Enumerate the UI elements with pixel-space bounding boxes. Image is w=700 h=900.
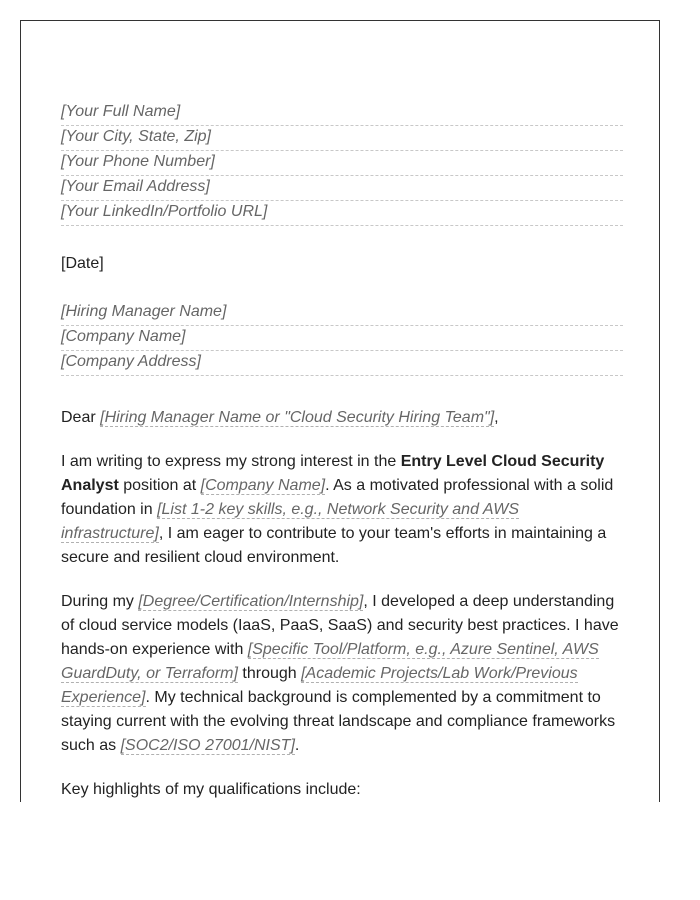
recipient-company-field[interactable]: [Company Name] — [61, 326, 623, 351]
p3-text: Key highlights of my qualifications include: — [61, 781, 361, 798]
p1-skills-placeholder[interactable]: [List 1-2 key skills, e.g., Network Security and AWS infrastructure] — [61, 501, 519, 542]
sender-phone-field[interactable]: [Your Phone Number] — [61, 151, 623, 176]
sender-city-field[interactable]: [Your City, State, Zip] — [61, 126, 623, 151]
recipient-address-field[interactable]: [Company Address] — [61, 351, 623, 376]
sender-linkedin-field[interactable]: [Your LinkedIn/Portfolio URL] — [61, 201, 623, 226]
p1-position-title: Entry Level Cloud Security Analyst — [61, 453, 605, 494]
salutation-suffix: , — [494, 409, 499, 426]
p2-degree-placeholder[interactable]: [Degree/Certification/Internship] — [138, 593, 364, 610]
p2-projects-placeholder[interactable]: [Academic Projects/Lab Work/Previous Experience] — [61, 665, 578, 706]
p2-text-2: , I developed a deep understanding of cloud service models (IaaS, PaaS, SaaS) and security best practices. I have hands-on experience with — [61, 593, 619, 658]
p1-text-4: , I am eager to contribute to your team's efforts in maintaining a secure and resilient cloud environment. — [61, 525, 607, 566]
p1-text-3: . As a motivated professional with a solid foundation in — [61, 477, 614, 518]
salutation-prefix: Dear — [61, 409, 101, 426]
paragraph-experience — [61, 590, 623, 758]
p1-text-1: I am writing to express my strong interest in the — [61, 453, 401, 470]
p2-text-4: . My technical background is complemented by a commitment to staying current with the evolving threat landscape and compliance frameworks such as — [61, 689, 616, 754]
p2-text-3: through — [237, 665, 302, 682]
letter-content — [61, 101, 623, 802]
p2-text-5: . — [294, 737, 300, 754]
p2-tool-placeholder[interactable]: [Specific Tool/Platform, e.g., Azure Sentinel, AWS GuardDuty, or Terraform] — [61, 641, 599, 682]
p1-company-placeholder[interactable]: [Company Name] — [200, 477, 326, 494]
p2-frameworks-placeholder[interactable]: [SOC2/ISO 27001/NIST] — [120, 737, 295, 754]
salutation-placeholder[interactable]: [Hiring Manager Name or "Cloud Security Hiring Team"] — [100, 409, 495, 426]
sender-block — [61, 101, 623, 226]
recipient-block — [61, 301, 623, 376]
salutation — [61, 406, 623, 430]
sender-name-field[interactable]: [Your Full Name] — [61, 101, 623, 126]
p2-text-1: During my — [61, 593, 139, 610]
paragraph-highlights-intro — [61, 778, 623, 802]
letter-page — [20, 20, 660, 802]
date-field: [Date] — [61, 255, 104, 272]
paragraph-intro — [61, 450, 623, 570]
p1-text-2: position at — [118, 477, 201, 494]
sender-email-field[interactable]: [Your Email Address] — [61, 176, 623, 201]
recipient-manager-field[interactable]: [Hiring Manager Name] — [61, 301, 623, 326]
